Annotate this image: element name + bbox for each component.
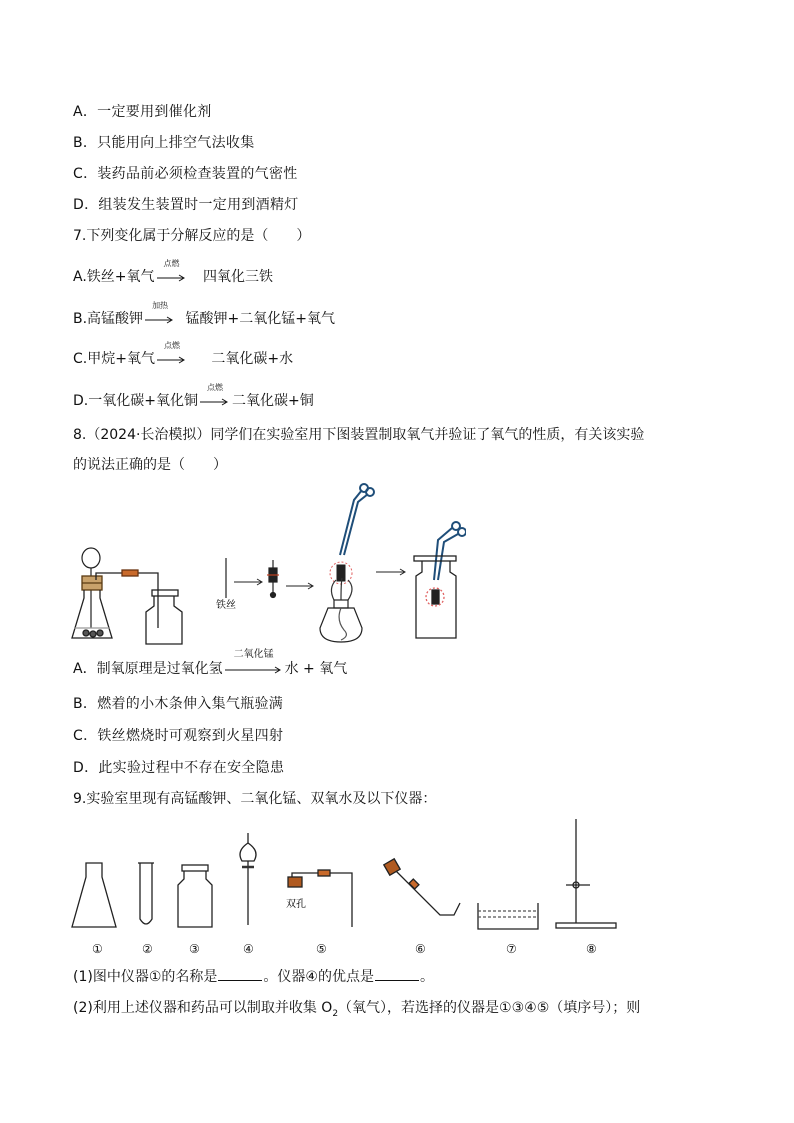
apparatus-number-7: ⑦ xyxy=(506,942,517,956)
reaction-arrow xyxy=(157,341,187,366)
q9-stem: 9.实验室里现有高锰酸钾、二氧化锰、双氧水及以下仪器： xyxy=(73,791,437,807)
q9-sub1-part-a: (1)图中仪器①的名称是 xyxy=(73,969,218,985)
q7-option-d xyxy=(73,383,314,412)
reaction-arrow xyxy=(225,649,283,676)
wide-mouth-bottle xyxy=(178,865,212,927)
q8-option-c: C．铁丝燃烧时可观察到火星四射 xyxy=(73,728,284,744)
q6-option-a: A．一定要用到催化剂 xyxy=(73,104,212,120)
q7-stem: 7.下列变化属于分解反应的是（ ） xyxy=(73,228,311,244)
subscript-2: 2 xyxy=(332,1008,339,1019)
separatory-funnel xyxy=(240,833,256,925)
answer-blank-1[interactable] xyxy=(218,966,262,981)
water-trough xyxy=(478,903,538,929)
double-hole-label: 双孔 xyxy=(286,899,306,910)
bent-tube-with-stopper xyxy=(384,859,460,915)
wire-with-match xyxy=(267,560,279,598)
q9-sub1-part-c: 。 xyxy=(419,969,434,985)
q8-experiment-figure xyxy=(66,480,466,650)
q7-option-b xyxy=(73,301,335,330)
q7-d-product: 二氧化碳+铜 xyxy=(231,393,314,409)
q8-stem-line2: 的说法正确的是（ ） xyxy=(73,457,227,473)
q7-b-product: 锰酸钾+二氧化锰+氧气 xyxy=(185,311,335,327)
reaction-arrow xyxy=(200,383,230,408)
q8-stem-line1: 8.（2024·长治模拟）同学们在实验室用下图装置制取氧气并验证了氧气的性质，有关该实验 xyxy=(73,427,645,443)
q9-sub2-part-a: (2)利用上述仪器和药品可以制取并收集 O xyxy=(73,1000,333,1016)
q9-sub2 xyxy=(73,997,640,1025)
apparatus-number-4: ④ xyxy=(243,942,254,956)
apparatus-number-6: ⑥ xyxy=(415,942,426,956)
apparatus-number-8: ⑧ xyxy=(586,942,597,956)
q6-option-c: C．装药品前必须检查装置的气密性 xyxy=(73,166,298,182)
iron-wire-label: 铁丝 xyxy=(216,600,236,611)
q7-option-c xyxy=(73,341,294,370)
test-tube xyxy=(140,863,152,924)
q7-c-reactants: C.甲烷+氧气 xyxy=(73,351,155,367)
reaction-condition: 二氧化锰 xyxy=(233,649,274,660)
apparatus-number-2: ② xyxy=(142,942,153,956)
q8-a-product: 水 + 氧气 xyxy=(284,661,348,677)
delivery-tube xyxy=(96,570,158,628)
answer-blank-2[interactable] xyxy=(375,966,419,981)
reaction-condition: 加热 xyxy=(152,301,169,310)
q7-a-reactants: A.铁丝+氧气 xyxy=(73,269,155,285)
q9-sub2-part-b: （氧气），若选择的仪器是①③④⑤（填序号）；则 xyxy=(338,1000,641,1016)
q6-option-b: B．只能用向上排空气法收集 xyxy=(73,135,255,151)
q9-apparatus-figure xyxy=(66,815,646,940)
q7-option-a xyxy=(73,259,273,288)
q8-option-a xyxy=(73,649,348,680)
conical-flask xyxy=(72,576,112,638)
crucible-tongs xyxy=(340,484,374,555)
q6-option-d: D．组装发生装置时一定用到酒精灯 xyxy=(73,197,299,213)
apparatus-number-1: ① xyxy=(92,942,103,956)
apparatus-number-5: ⑤ xyxy=(316,942,327,956)
q7-d-reactants: D.一氧化碳+氧化铜 xyxy=(73,393,198,409)
q9-sub1 xyxy=(73,966,434,988)
reaction-arrow xyxy=(157,259,187,284)
iron-stand xyxy=(556,819,616,928)
gas-collecting-bottle xyxy=(146,590,182,644)
q9-sub1-part-b: 。仪器④的优点是 xyxy=(263,969,374,985)
q7-c-product: 二氧化碳+水 xyxy=(211,351,294,367)
q7-b-reactants: B.高锰酸钾 xyxy=(73,311,144,327)
q8-option-d: D．此实验过程中不存在安全隐患 xyxy=(73,760,285,776)
q7-a-product: 四氧化三铁 xyxy=(202,269,273,285)
q8-a-prefix: A．制氧原理是过氧化氢 xyxy=(73,661,223,677)
reaction-condition: 点燃 xyxy=(163,341,180,350)
conical-flask xyxy=(72,863,116,927)
reaction-arrow xyxy=(145,301,175,326)
alcohol-lamp xyxy=(320,578,362,642)
reaction-condition: 点燃 xyxy=(163,259,180,268)
reaction-condition: 点燃 xyxy=(206,383,223,392)
apparatus-number-3: ③ xyxy=(189,942,200,956)
q8-option-b: B．燃着的小木条伸入集气瓶验满 xyxy=(73,696,284,712)
